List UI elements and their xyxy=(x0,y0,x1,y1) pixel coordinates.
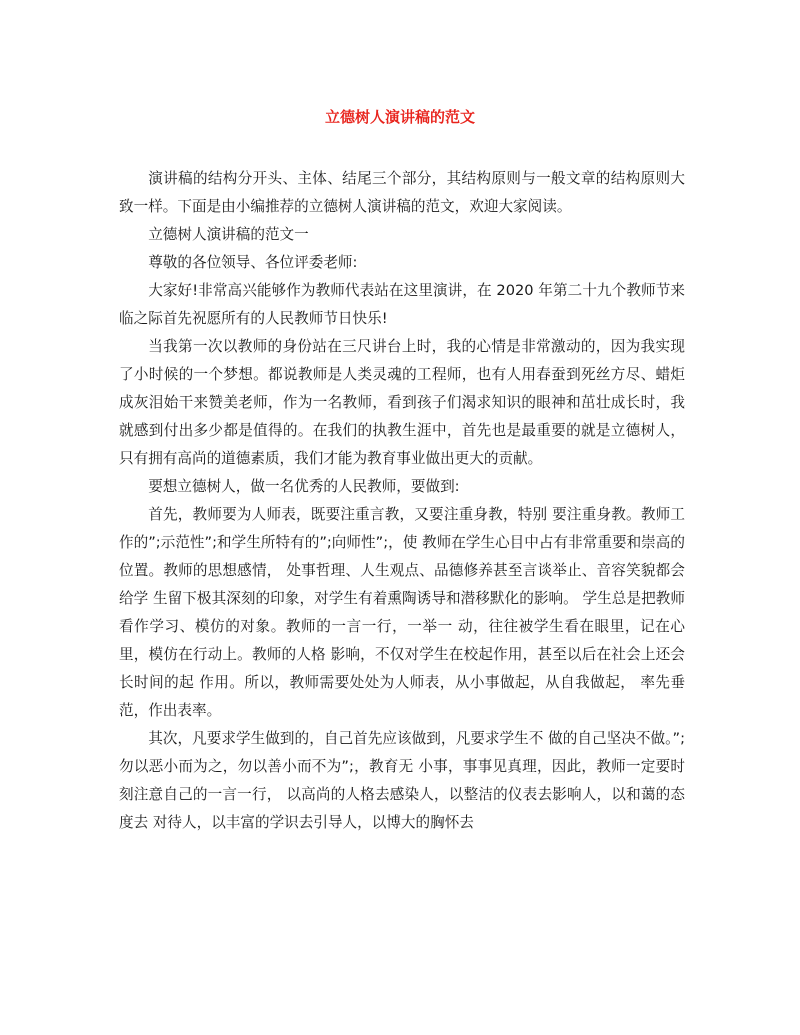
paragraph-first-point: 首先，教师要为人师表，既要注重言教，又要注重身教，特别 要注重身教。教师工作的”;示范性”;和学生所特有的”;向师性”;，使 教师在学生心目中占有非常重要和崇高的位置。教师的思想感情， 处事哲理、人生观点、品德修养甚至言谈举止、音容笑貌都会给学 生留下极其深刻的印象，对学生有着熏陶诱导和潜移默化的影响。 学生总是把教师看作学习、模仿的对象。教师的一言一行，一举一 动，往往被学生看在眼里，记在心里，模仿在行动上。教师的人格 影响，不仅对学生在校起作用，甚至以后在社会上还会长时间的起 作用。所以，教师需要处处为人师表，从小事做起，从自我做起， 率先垂范，作出表率。 xyxy=(119,506,685,719)
paragraph-greeting: 大家好!非常高兴能够作为教师代表站在这里演讲，在 2020 年第二十九个教师节来临之际首先祝愿所有的人民教师节日快乐! xyxy=(119,282,685,327)
document-title: 立德树人演讲稿的范文 xyxy=(324,108,475,126)
paragraph-requirements-intro: 要想立德树人，做一名优秀的人民教师，要做到: xyxy=(148,478,460,495)
paragraph-intro: 演讲稿的结构分开头、主体、结尾三个部分，其结构原则与一般文章的结构原则大致一样。下面是由小编推荐的立德树人演讲稿的范文，欢迎大家阅读。 xyxy=(119,170,685,215)
paragraph-section-heading: 立德树人演讲稿的范文一 xyxy=(148,226,309,243)
paragraph-first-time-teaching: 当我第一次以教师的身份站在三尺讲台上时，我的心情是非常激动的，因为我实现了小时候的一个梦想。都说教师是人类灵魂的工程师，也有人用春蚕到死丝方尽、蜡炬成灰泪始干来赞美老师，作为一名教师，看到孩子们渴求知识的眼神和茁壮成长时，我就感到付出多少都是值得的。在我们的执教生涯中，首先也是最重要的就是立德树人，只有拥有高尚的道德素质，我们才能为教育事业做出更大的贡献。 xyxy=(119,338,685,467)
paragraph-salutation: 尊敬的各位领导、各位评委老师: xyxy=(148,254,358,271)
paragraph-second-point: 其次，凡要求学生做到的，自己首先应该做到，凡要求学生不 做的自己坚决不做。”;勿以恶小而为之，勿以善小而不为”;，教育无 小事，事事见真理，因此，教师一定要时刻注意自己的一言一行， 以高尚的人格去感染人，以整洁的仪表去影响人，以和蔼的态度去 对待人，以丰富的学识去引导人，以博大的胸怀去 xyxy=(119,730,685,831)
document-body xyxy=(119,165,685,837)
